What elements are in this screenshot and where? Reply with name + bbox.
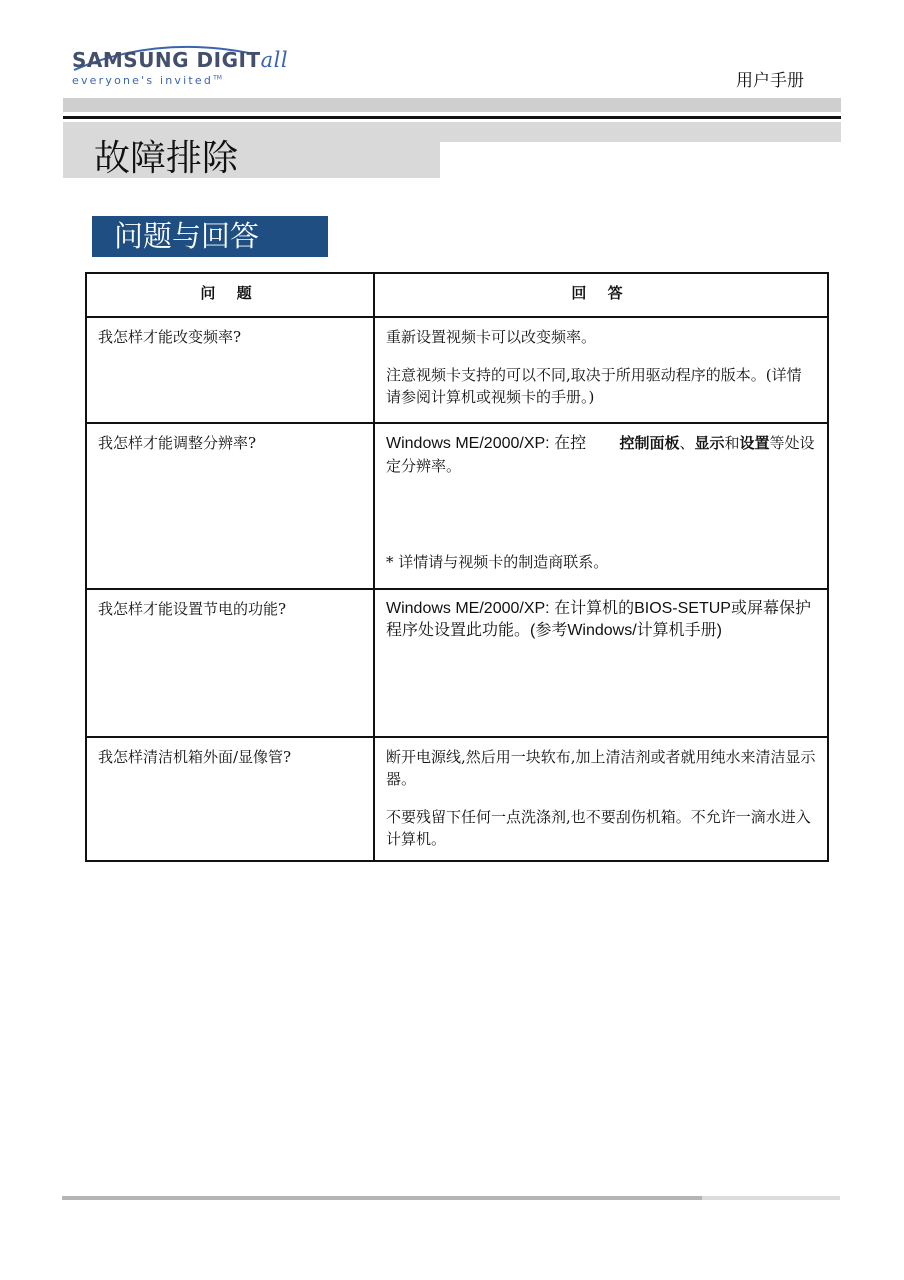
answer-text: 不要残留下任何一点洗涤剂,也不要刮伤机箱。不允许一滴水进入计算机。 — [386, 808, 811, 848]
answer-text: Windows ME/2000/XP: 在计算机的BIOS-SETUP或屏幕保护程序处设置此功能。(参考Windows/计算机手册) — [386, 600, 811, 639]
title-side-band — [440, 122, 841, 142]
table-row — [86, 737, 828, 861]
answer-text: 断开电源线,然后用一块软布,加上清洁剂或者就用纯水来清洁显示器。 — [386, 748, 816, 788]
answer-text: 注意视频卡支持的可以不同,取决于所用驱动程序的版本。(详情请参阅计算机或视频卡的手册。) — [386, 366, 802, 406]
question-cell: 我怎样才能调整分辨率? — [86, 423, 374, 589]
table-row — [86, 589, 828, 737]
question-cell: 我怎样才能设置节电的功能? — [86, 589, 374, 737]
answer-text: Windows ME/2000/XP: 在控 控制面板、显示和设置等处设定分辨率。 — [386, 434, 815, 475]
answer-cell — [374, 423, 828, 589]
header-gray-bar — [63, 98, 841, 112]
answer-cell — [374, 589, 828, 737]
page-title: 故障排除 — [94, 138, 239, 179]
section-title: 问题与回答 — [92, 216, 328, 257]
qa-table — [85, 272, 829, 862]
logo-tagline: everyone's invited™ — [72, 74, 222, 87]
title-notch — [440, 142, 470, 178]
table-row — [86, 317, 828, 423]
header-rule — [63, 116, 841, 119]
footer-rule — [62, 1196, 702, 1200]
question-cell: 我怎样才能改变频率? — [86, 317, 374, 423]
question-cell: 我怎样清洁机箱外面/显像管? — [86, 737, 374, 861]
header-answer: 回 答 — [374, 273, 828, 317]
manual-label: 用户手册 — [736, 71, 804, 91]
table-header-row — [86, 273, 828, 317]
samsung-logo — [68, 40, 289, 92]
answer-cell — [374, 737, 828, 861]
answer-note: * 详情请与视频卡的制造商联系。 — [386, 553, 609, 571]
table-row — [86, 423, 828, 589]
answer-text: 重新设置视频卡可以改变频率。 — [386, 328, 597, 346]
logo-brand: SAMSUNG DIGITall — [72, 48, 289, 72]
footer-rule-fade — [702, 1196, 840, 1200]
answer-cell — [374, 317, 828, 423]
header-question: 问 题 — [86, 273, 374, 317]
